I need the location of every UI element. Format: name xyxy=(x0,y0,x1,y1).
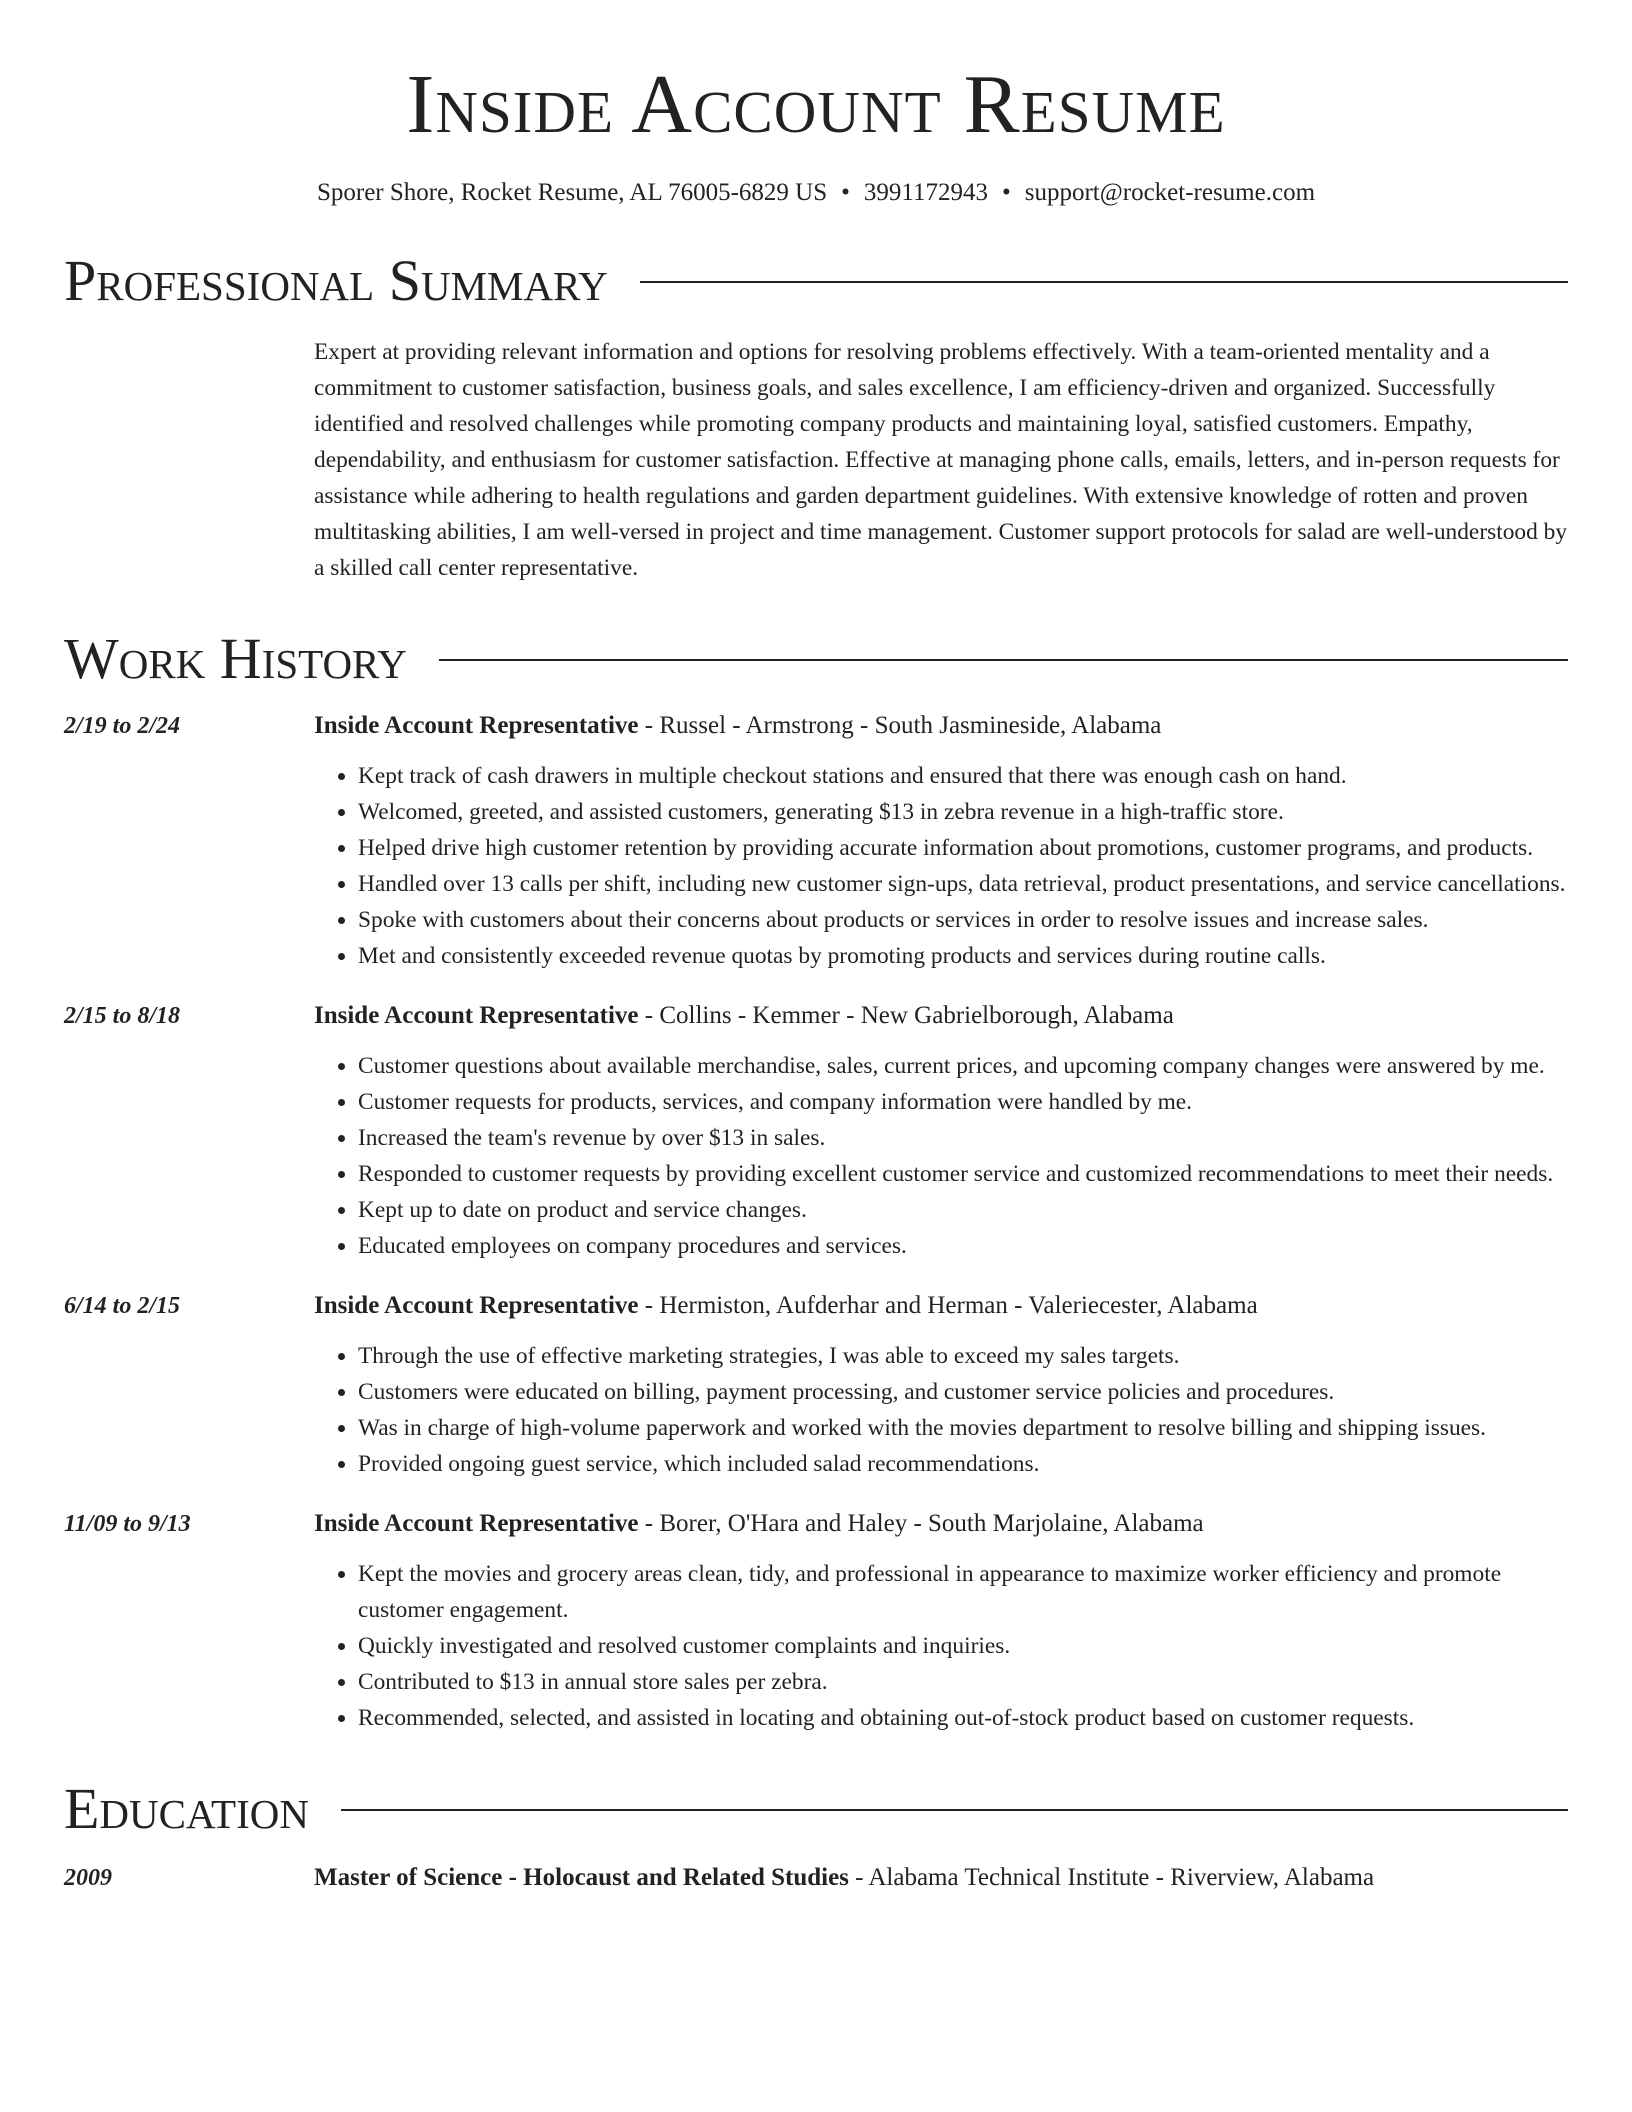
job-bullet: • Recommended, selected, and assisted in locating and obtaining out-of-stock product based on customer requests. xyxy=(358,1700,1568,1736)
summary-heading: Professional Summary xyxy=(64,248,608,313)
job-bullet: • Quickly investigated and resolved customer complaints and inquiries. xyxy=(358,1628,1568,1664)
job-bullet: • Kept the movies and grocery areas clean, tidy, and professional in appearance to maximize worker efficiency and promote customer engagement. xyxy=(358,1556,1568,1628)
job-bullet: • Contributed to $13 in annual store sales per zebra. xyxy=(358,1664,1568,1700)
job-title-line xyxy=(314,708,1568,744)
job-bullet: • Spoke with customers about their concerns about products or services in order to resolve issues and increase sales. xyxy=(358,902,1568,938)
job-bullet: • Met and consistently exceeded revenue quotas by promoting products and services during routine calls. xyxy=(358,938,1568,974)
summary-text: Expert at providing relevant information and options for resolving problems effectively. With a team-oriented mentality and a commitment to customer satisfaction, business goals, and sales excellence, I am efficiency-driven and organized. Successfully identified and resolved challenges while promoting company products and maintaining loyal, satisfied customers. Empathy, dependability, and enthusiasm for customer satisfaction. Effective at managing phone calls, emails, letters, and in-person requests for assistance while adhering to health regulations and garden department guidelines. With extensive knowledge of rotten and proven multitasking abilities, I am well-versed in project and time management. Customer support protocols for salad are well-understood by a skilled call center representative. xyxy=(314,339,1568,581)
work-history-list xyxy=(64,708,1568,1736)
contact-address: Sporer Shore, Rocket Resume, AL 76005-6829 US xyxy=(316,179,828,206)
contact-phone: 3991172943 xyxy=(863,179,988,206)
job-title-line xyxy=(314,1506,1568,1542)
work-heading: Work History xyxy=(64,626,407,691)
job-role: Inside Account Representative xyxy=(314,1002,639,1029)
job-date: 11/09 to 9/13 xyxy=(64,1511,191,1537)
job-bullet: • Customer questions about available merchandise, sales, current prices, and upcoming company changes were answered by me. xyxy=(358,1048,1568,1084)
education-details: - Alabama Technical Institute - Riverview, Alabama xyxy=(848,1864,1375,1891)
job-entry xyxy=(64,1288,1568,1482)
job-body xyxy=(314,708,1568,974)
job-date: 2/15 to 8/18 xyxy=(64,1003,181,1029)
job-bullet: • Increased the team's revenue by over $13 in sales. xyxy=(358,1120,1568,1156)
education-section-header xyxy=(64,1778,1568,1840)
job-title-line xyxy=(314,1288,1568,1324)
job-bullet: • Educated employees on company procedures and services. xyxy=(358,1228,1568,1264)
job-entry xyxy=(64,998,1568,1264)
job-bullet: • Customers were educated on billing, payment processing, and customer service policies and procedures. xyxy=(358,1374,1568,1410)
job-bullets xyxy=(314,758,1568,974)
job-details: - Russel - Armstrong - South Jasmineside, Alabama xyxy=(638,712,1162,739)
contact-line xyxy=(64,178,1568,208)
job-bullet: • Through the use of effective marketing strategies, I was able to exceed my sales targets. xyxy=(358,1338,1568,1374)
job-entry xyxy=(64,1506,1568,1736)
job-bullets xyxy=(314,1048,1568,1264)
job-entry xyxy=(64,708,1568,974)
job-bullet: • Customer requests for products, services, and company information were handled by me. xyxy=(358,1084,1568,1120)
job-bullets xyxy=(314,1338,1568,1482)
job-bullet: • Kept track of cash drawers in multiple checkout stations and ensured that there was enough cash on hand. xyxy=(358,758,1568,794)
education-degree: Master of Science - Holocaust and Related Studies xyxy=(314,1864,849,1891)
contact-separator: • xyxy=(841,179,850,206)
job-date: 2/19 to 2/24 xyxy=(64,713,181,739)
job-bullet: • Helped drive high customer retention by providing accurate information about promotions, customer programs, and products. xyxy=(358,830,1568,866)
job-bullets xyxy=(314,1556,1568,1736)
job-date: 6/14 to 2/15 xyxy=(64,1293,181,1319)
job-bullet: • Responded to customer requests by providing excellent customer service and customized recommendations to meet their needs. xyxy=(358,1156,1568,1192)
job-bullet: • Was in charge of high-volume paperwork and worked with the movies department to resolve billing and shipping issues. xyxy=(358,1410,1568,1446)
job-bullet: • Provided ongoing guest service, which included salad recommendations. xyxy=(358,1446,1568,1482)
section-divider xyxy=(640,281,1568,283)
job-bullet: • Kept up to date on product and service changes. xyxy=(358,1192,1568,1228)
education-line xyxy=(314,1860,1374,1896)
work-section-header xyxy=(64,628,1568,690)
section-divider xyxy=(439,659,1568,661)
job-bullet: • Handled over 13 calls per shift, including new customer sign-ups, data retrieval, product presentations, and service cancellations. xyxy=(358,866,1568,902)
job-title-line xyxy=(314,998,1568,1034)
resume-title: Inside Account Resume xyxy=(406,58,1226,151)
job-details: - Hermiston, Aufderhar and Herman - Valeriecester, Alabama xyxy=(638,1292,1258,1319)
job-details: - Collins - Kemmer - New Gabrielborough, Alabama xyxy=(638,1002,1174,1029)
summary-section-header xyxy=(64,250,1568,312)
job-body xyxy=(314,998,1568,1264)
education-date: 2009 xyxy=(64,1865,112,1891)
job-role: Inside Account Representative xyxy=(314,1292,639,1319)
job-body xyxy=(314,1506,1568,1736)
section-divider xyxy=(341,1809,1568,1811)
job-role: Inside Account Representative xyxy=(314,712,639,739)
contact-separator: • xyxy=(1001,179,1011,206)
job-role: Inside Account Representative xyxy=(314,1510,639,1537)
job-body xyxy=(314,1288,1568,1482)
job-details: - Borer, O'Hara and Haley - South Marjolaine, Alabama xyxy=(638,1510,1204,1537)
education-entry xyxy=(64,1860,1568,1896)
education-heading: Education xyxy=(64,1776,309,1841)
job-bullet: • Welcomed, greeted, and assisted customers, generating $13 in zebra revenue in a high-traffic store. xyxy=(358,794,1568,830)
contact-email: support@rocket-resume.com xyxy=(1024,179,1316,206)
